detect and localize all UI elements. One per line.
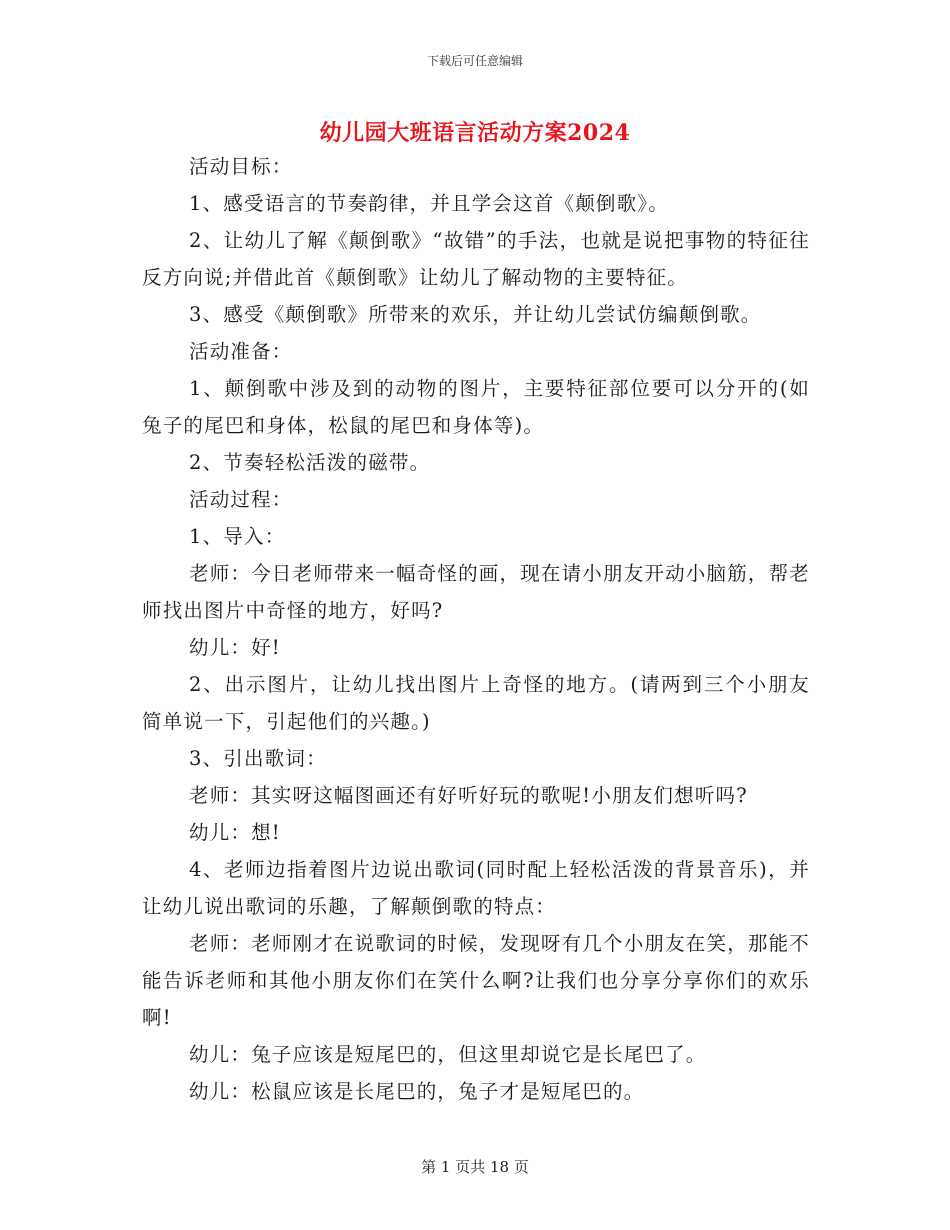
paragraph: 幼儿：兔子应该是短尾巴的，但这里却说它是长尾巴了。 — [189, 1043, 707, 1066]
page-footer: 第 1 页共 18 页 — [421, 1158, 529, 1176]
paragraph: 3、引出歌词： — [189, 747, 327, 770]
paragraph: 老师：其实呀这幅图画还有好听好玩的歌呢!小朋友们想听吗? — [189, 784, 748, 807]
document-body — [142, 148, 810, 1110]
paragraph: 活动准备： — [189, 340, 293, 363]
paragraph: 2、让幼儿了解《颠倒歌》“故错”的手法，也就是说把事物的特征往反方向说;并借此首《颠倒歌》让幼儿了解动物的主要特征。 — [142, 229, 810, 289]
paragraph: 幼儿：松鼠应该是长尾巴的，兔子才是短尾巴的。 — [189, 1080, 645, 1103]
paragraph: 3、感受《颠倒歌》所带来的欢乐，并让幼儿尝试仿编颠倒歌。 — [189, 303, 762, 326]
paragraph: 2、出示图片，让幼儿找出图片上奇怪的地方。(请两到三个小朋友简单说一下，引起他们的兴趣。) — [142, 673, 810, 733]
page-header: 下载后可任意编辑 — [426, 54, 523, 68]
paragraph: 1、感受语言的节奏韵律，并且学会这首《颠倒歌》。 — [189, 192, 669, 215]
paragraph: 1、导入： — [189, 525, 286, 548]
paragraph: 4、老师边指着图片边说出歌词(同时配上轻松活泼的背景音乐)，并让幼儿说出歌词的乐趣，了解颠倒歌的特点： — [142, 858, 810, 918]
paragraph: 1、颠倒歌中涉及到的动物的图片，主要特征部位要可以分开的(如兔子的尾巴和身体，松鼠的尾巴和身体等)。 — [142, 377, 810, 437]
paragraph: 活动过程： — [189, 488, 293, 511]
paragraph: 2、节奏轻松活泼的磁带。 — [189, 451, 431, 474]
paragraph: 幼儿：好! — [189, 636, 281, 659]
paragraph: 幼儿：想! — [189, 821, 281, 844]
paragraph: 老师：老师刚才在说歌词的时候，发现呀有几个小朋友在笑，那能不能告诉老师和其他小朋友你们在笑什么啊?让我们也分享分享你们的欢乐啊! — [142, 932, 811, 1029]
document-title: 幼儿园大班语言活动方案2024 — [319, 120, 631, 146]
paragraph: 老师：今日老师带来一幅奇怪的画，现在请小朋友开动小脑筋，帮老师找出图片中奇怪的地方，好吗? — [142, 562, 811, 622]
paragraph: 活动目标： — [189, 155, 293, 178]
